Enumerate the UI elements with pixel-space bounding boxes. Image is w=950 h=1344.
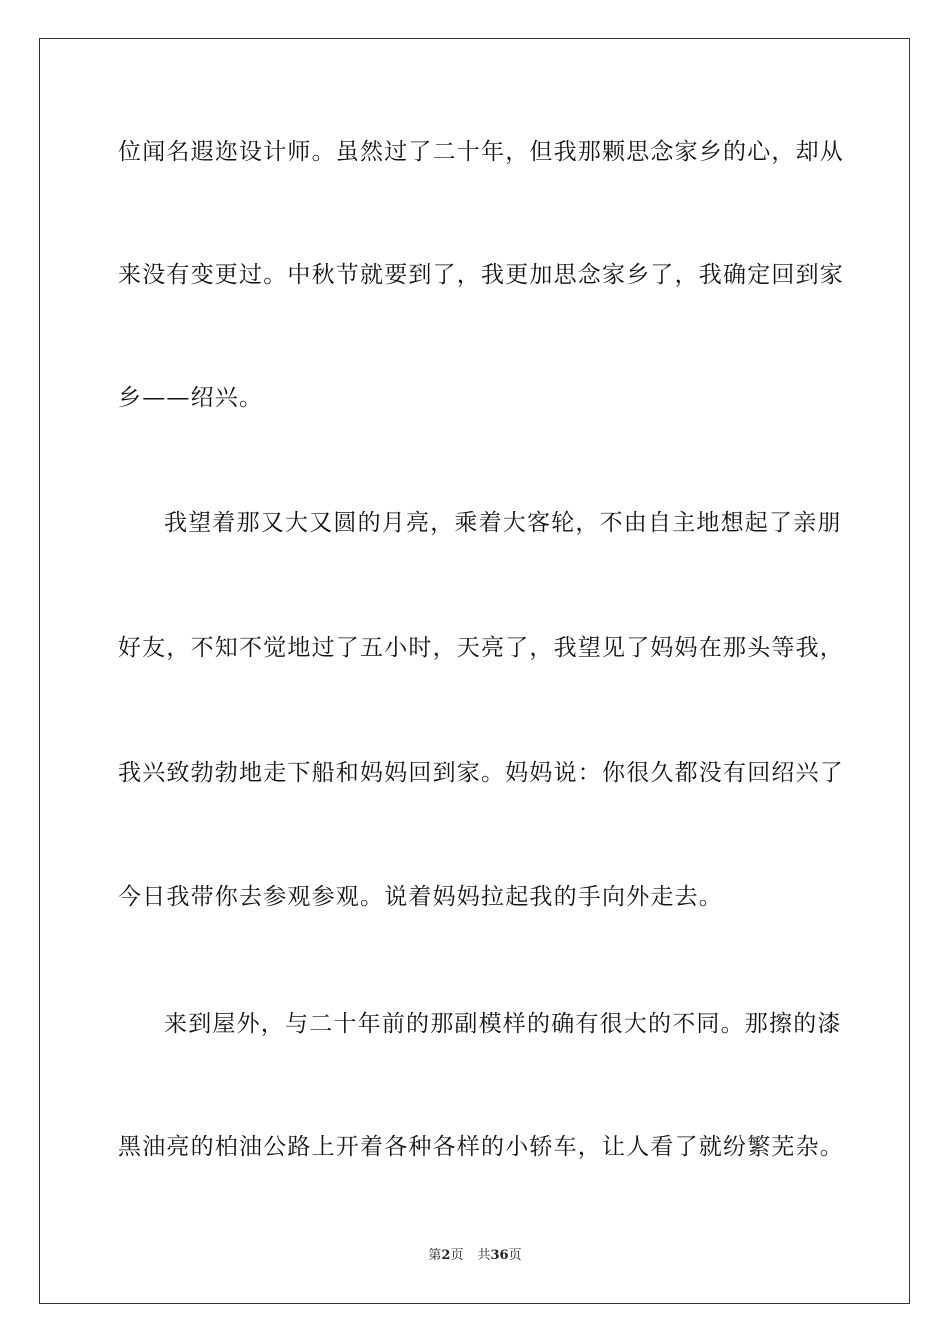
footer-total-prefix: 共 — [477, 1248, 491, 1263]
page-border — [39, 38, 910, 1304]
text-line-8: 来到屋外，与二十年前的那副模样的确有很大的不同。那擦的漆 — [164, 1011, 842, 1037]
text-line-7: 今日我带你去参观参观。说着妈妈拉起我的手向外走去。 — [118, 884, 723, 910]
text-line-1: 位闻名遐迩设计师。虽然过了二十年，但我那颗思念家乡的心，却从 — [118, 139, 844, 165]
text-line-2: 来没有变更过。中秋节就要到了，我更加思念家乡了，我确定回到家 — [118, 262, 844, 288]
footer-page-suffix: 页 — [450, 1248, 464, 1263]
page-footer — [0, 1247, 950, 1265]
text-line-5: 好友，不知不觉地过了五小时，天亮了，我望见了妈妈在那头等我， — [118, 635, 844, 661]
text-line-6: 我兴致勃勃地走下船和妈妈回到家。妈妈说：你很久都没有回绍兴了 — [118, 760, 844, 786]
footer-page-prefix: 第 — [428, 1248, 442, 1263]
text-line-4: 我望着那又大又圆的月亮，乘着大客轮，不由自主地想起了亲朋 — [164, 510, 842, 536]
footer-total-suffix: 页 — [508, 1248, 522, 1263]
text-line-3: 乡——绍兴。 — [118, 385, 264, 411]
footer-total-pages: 36 — [490, 1248, 509, 1263]
text-line-9: 黑油亮的柏油公路上开着各种各样的小轿车，让人看了就纷繁芜杂。 — [118, 1134, 844, 1160]
footer-page-number: 2 — [441, 1248, 451, 1263]
